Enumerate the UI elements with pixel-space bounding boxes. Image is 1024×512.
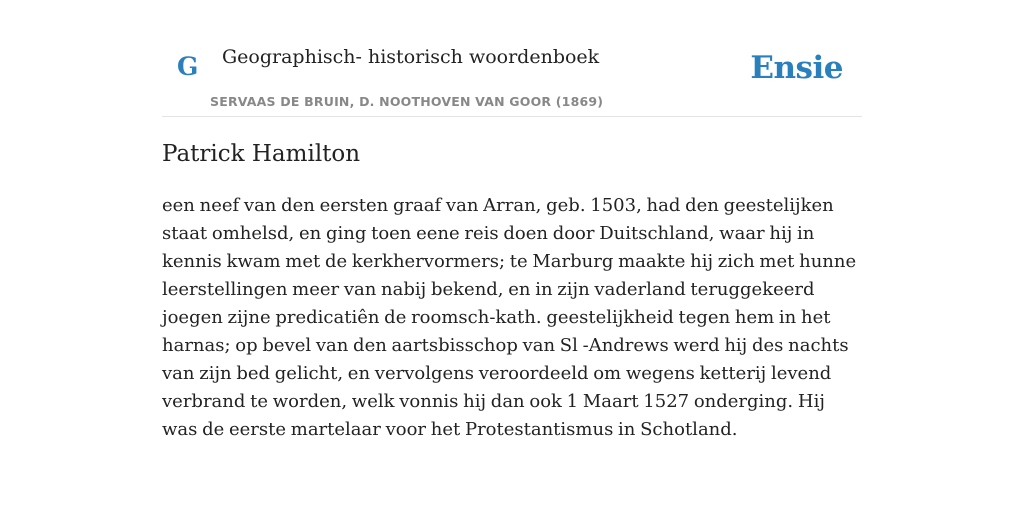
source-logo-icon[interactable]: G (177, 52, 199, 81)
entry-title: Patrick Hamilton (162, 141, 361, 167)
source-header (162, 0, 862, 117)
ensie-logo[interactable]: Ensie (750, 50, 843, 86)
page-container (162, 0, 862, 440)
source-book-authors: SERVAAS DE BRUIN, D. NOOTHOVEN VAN GOOR (1869) (210, 94, 604, 109)
source-book-title[interactable]: Geographisch- historisch woordenboek (222, 46, 600, 68)
entry-text: een neef van den eersten graaf van Arran, geb. 1503, had den geestelijken staat omhelsd, en ging toen eene reis doen door Duitschland, waar hij in kennis kwam met de kerkhervormers; te Marburg maakte hij zich met hunne leerstellingen meer van nabij bekend, en in zijn vaderland teruggekeerd joegen zijne predicatiên de roomsch-kath. geestelijkheid tegen hem in het harnas; op bevel van den aartsbisschop van Sl -Andrews werd hij des nachts van zijn bed gelicht, en vervolgens veroordeeld om wegens ketterij levend verbrand te worden, welk vonnis hij dan ook 1 Maart 1527 onderging. Hij was de eerste martelaar voor het Protestantismus in Schotland. (162, 195, 857, 440)
